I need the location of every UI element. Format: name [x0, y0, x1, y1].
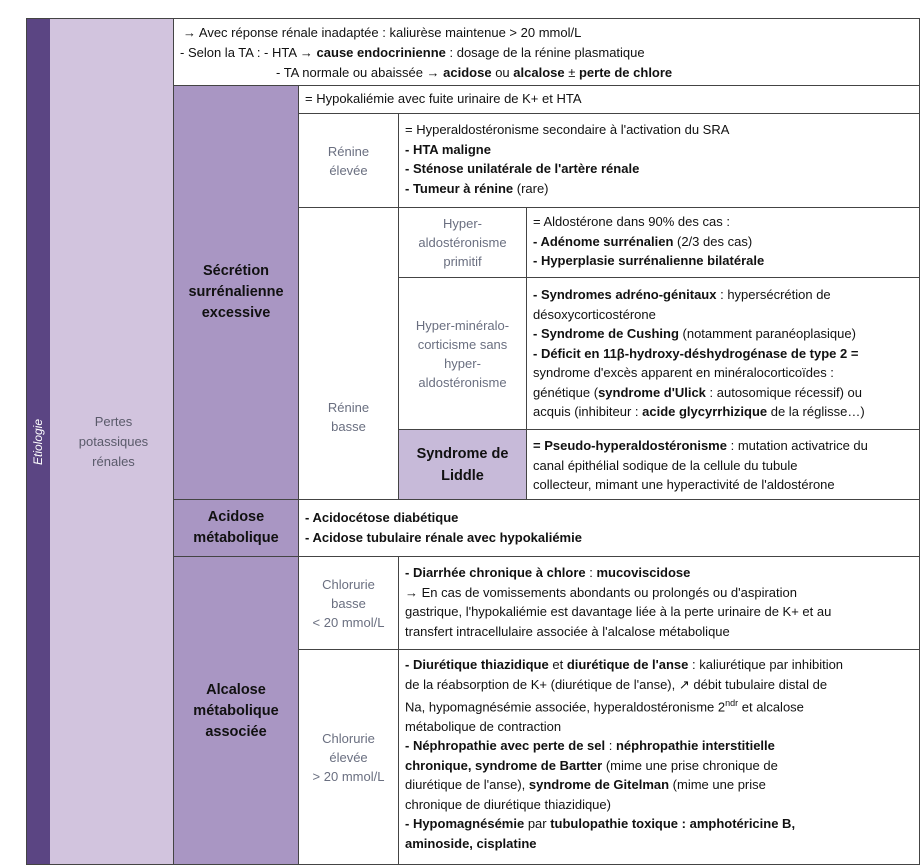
liddle-text: = Pseudo-hyperaldostéronisme : mutation activatrice du canal épithélial sodique de la cellule du tubule collecteur, mimant une hyperactivité de l'aldostérone — [527, 430, 920, 500]
secretion-label-line: Sécrétion — [202, 263, 270, 279]
pertes-potassiques-cell — [50, 18, 174, 865]
pertes-line: Pertes — [94, 413, 133, 429]
hypermineralocorticisme-text: - Syndromes adréno-génitaux : hypersécrétion de désoxycorticostérone - Syndrome de Cushing (notamment paranéoplasique) - Déficit en 11β-hydroxy-déshydrogénase de type 2 = syndrome d'excès apparent en minéralocorticoïdes : génétique (syndrome d'Ulick : autosomique récessif) ou acquis (inhibiteur : acide glycyrrhizique de la réglisse…) — [527, 278, 920, 430]
chlorurie-basse-cell: Chlorurie basse < 20 mmol/L — [299, 557, 399, 650]
hyperaldosteronisme-primitif-cell: Hyper- aldostéronisme primitif — [399, 208, 527, 278]
intro-line-1: → Avec réponse rénale inadaptée : kaliurèse maintenue > 20 mmol/L — [183, 25, 582, 40]
primitif-text: = Aldostérone dans 90% des cas : - Adénome surrénalien (2/3 des cas) - Hyperplasie surrénalienne bilatérale — [527, 208, 920, 278]
hypokaliemie-text: = Hypokaliémie avec fuite urinaire de K+ et HTA — [299, 86, 920, 114]
intro-text — [174, 18, 920, 86]
chlorurie-elevee-cell: Chlorurie élevée > 20 mmol/L — [299, 650, 399, 865]
pertes-line: potassiques — [78, 433, 149, 449]
etiologie-label: Etiologie — [31, 418, 45, 465]
chlorurie-elevee-text: - Diurétique thiazidique et diurétique de l'anse : kaliurétique par inhibition de la réabsorption de K+ (diurétique de l'anse), ↗ débit tubulaire distal de Na, hypomagnésémie associée, hyperaldostéronisme $2^{ndr}$ et alcalose métabolique de contraction - Néphropathie avec perte de sel : néphropathie interstitielle chronique, syndrome de Bartter (mime une prise chronique de diurétique de l'anse), syndrome de Gitelman (mime une prise chronique de diurétique thiazidique) - Hypomagnésémie par tubulopathie toxique : amphotéricine B, aminoside, cisplatine — [399, 650, 920, 865]
intro-line-2: - Selon la TA : - HTA → cause endocrinienne : dosage de la rénine plasmatique — [180, 45, 645, 60]
chlorurie-basse-text: - Diarrhée chronique à chlore : mucoviscidose → En cas de vomissements abondants ou prolongés ou d'aspiration gastrique, l'hypokaliémie est davantage liée à la perte urinaire de K+ et au transfert intracellulaire associée à l'alcalose métabolique — [399, 557, 920, 650]
pertes-line: rénales — [92, 453, 135, 469]
renine-elevee-cell: Rénine élevée — [299, 114, 399, 208]
acidose-text: - Acidocétose diabétique - Acidose tubulaire rénale avec hypokaliémie — [299, 500, 920, 557]
etiologie-band — [26, 18, 50, 865]
secretion-label-line: excessive — [201, 305, 271, 321]
acidose-metabolique-cell: Acidose métabolique — [174, 500, 299, 557]
intro-line-3: - TA normale ou abaissée → acidose ou alcalose ± perte de chlore — [276, 65, 673, 80]
alcalose-metabolique-cell: Alcalose métabolique associée — [174, 557, 299, 865]
hypermineralocorticisme-cell: Hyper-minéralo- corticisme sans hyper- aldostéronisme — [399, 278, 527, 430]
secretion-surrenalienne-cell — [174, 86, 299, 500]
secretion-label-line: surrénalienne — [188, 284, 284, 300]
syndrome-liddle-cell: Syndrome de Liddle — [399, 430, 527, 500]
renine-elevee-text: = Hyperaldostéronisme secondaire à l'activation du SRA - HTA maligne - Sténose unilatérale de l'artère rénale - Tumeur à rénine (rare) — [399, 114, 920, 208]
renine-basse-cell: Rénine basse — [299, 208, 399, 500]
